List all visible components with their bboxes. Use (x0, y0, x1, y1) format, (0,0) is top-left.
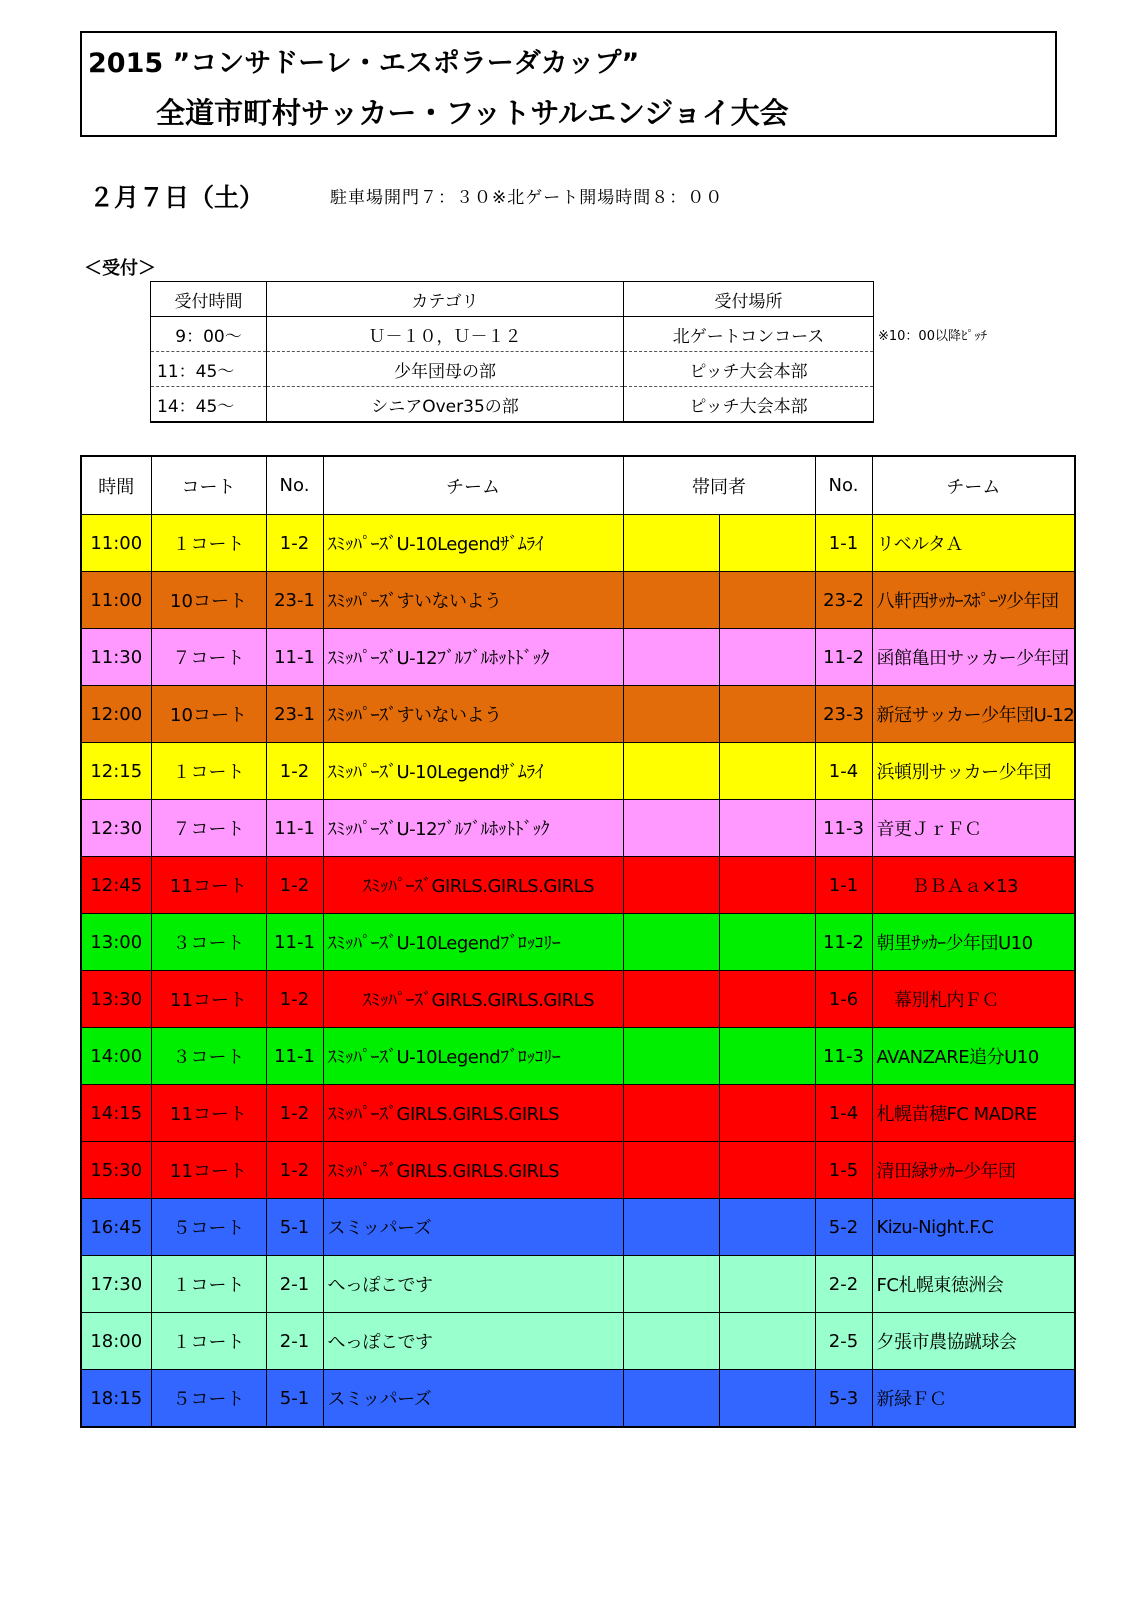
match-court: ３コート (151, 1028, 266, 1085)
reception-row (151, 387, 874, 423)
opponent-no: 23-3 (815, 686, 872, 743)
companion-cell (623, 914, 719, 971)
match-time: 14:15 (81, 1085, 151, 1142)
companion-cell (719, 1256, 815, 1313)
team-name: スミッパーズ (323, 1199, 623, 1256)
opponent-no: 1-4 (815, 743, 872, 800)
reception-category: シニアOver35の部 (267, 387, 624, 423)
match-time: 11:00 (81, 572, 151, 629)
opponent-no: 1-5 (815, 1142, 872, 1199)
companion-cell (623, 971, 719, 1028)
companion-cell (623, 743, 719, 800)
match-time: 18:00 (81, 1313, 151, 1370)
opponent-name: 札幌苗穂FC MADRE (872, 1085, 1075, 1142)
match-court: 11コート (151, 857, 266, 914)
match-court: 11コート (151, 971, 266, 1028)
team-no: 11-1 (266, 1028, 323, 1085)
table-row (81, 629, 1075, 686)
team-no: 1-2 (266, 743, 323, 800)
companion-cell (623, 686, 719, 743)
schedule-table (80, 455, 1076, 1428)
team-name: ｽﾐｯﾊﾟｰｽﾞすいないよう (323, 686, 623, 743)
opponent-no: 11-2 (815, 629, 872, 686)
team-no: 11-1 (266, 629, 323, 686)
team-no: 1-2 (266, 515, 323, 572)
match-court: 11コート (151, 1085, 266, 1142)
header-no2: No. (815, 456, 872, 515)
team-name: ｽﾐｯﾊﾟｰｽﾞすいないよう (323, 572, 623, 629)
match-court: ７コート (151, 800, 266, 857)
companion-cell (719, 1199, 815, 1256)
table-row (81, 572, 1075, 629)
opponent-no: 2-2 (815, 1256, 872, 1313)
reception-place: ピッチ大会本部 (624, 352, 874, 387)
opponent-name: 新冠サッカー少年団U-12 (872, 686, 1075, 743)
team-name: ｽﾐｯﾊﾟｰｽﾞGIRLS.GIRLS.GIRLS (323, 971, 623, 1028)
match-time: 13:00 (81, 914, 151, 971)
match-court: １コート (151, 515, 266, 572)
match-court: 11コート (151, 1142, 266, 1199)
team-no: 23-1 (266, 686, 323, 743)
match-court: １コート (151, 1313, 266, 1370)
match-court: ７コート (151, 629, 266, 686)
reception-label: ＜受付＞ (84, 258, 156, 279)
gate-info: 駐車場開門７：３０※北ゲート開場時間８：００ (330, 188, 724, 208)
companion-cell (623, 572, 719, 629)
team-name: ｽﾐｯﾊﾟｰｽﾞGIRLS.GIRLS.GIRLS (323, 857, 623, 914)
match-time: 17:30 (81, 1256, 151, 1313)
reception-place: ピッチ大会本部 (624, 387, 874, 423)
team-no: 1-2 (266, 857, 323, 914)
match-court: 10コート (151, 572, 266, 629)
opponent-name: 清田緑ｻｯｶｰ少年団 (872, 1142, 1075, 1199)
team-name: へっぽこです (323, 1256, 623, 1313)
reception-header-category: カテゴリ (267, 282, 624, 317)
title-line-2: 全道市町村サッカー・フットサルエンジョイ大会 (156, 96, 789, 130)
title-box (80, 31, 1057, 137)
reception-place: 北ゲートコンコース (624, 317, 874, 352)
match-time: 18:15 (81, 1370, 151, 1428)
opponent-no: 1-1 (815, 515, 872, 572)
team-no: 5-1 (266, 1199, 323, 1256)
header-team: チーム (323, 456, 623, 515)
companion-cell (719, 1085, 815, 1142)
companion-cell (719, 572, 815, 629)
team-name: ｽﾐｯﾊﾟｰｽﾞU-10Legendｻﾞﾑﾗｲ (323, 515, 623, 572)
opponent-no: 11-3 (815, 1028, 872, 1085)
reception-note: ※10：00以降ﾋﾟｯﾁ (878, 329, 987, 344)
companion-cell (623, 1085, 719, 1142)
match-time: 11:30 (81, 629, 151, 686)
table-row (81, 1199, 1075, 1256)
companion-cell (719, 914, 815, 971)
opponent-name: AVANZARE追分U10 (872, 1028, 1075, 1085)
team-name: ｽﾐｯﾊﾟｰｽﾞU-12ﾌﾞﾙﾌﾞﾙﾎｯﾄﾄﾞｯｸ (323, 800, 623, 857)
opponent-no: 11-2 (815, 914, 872, 971)
team-name: ｽﾐｯﾊﾟｰｽﾞGIRLS.GIRLS.GIRLS (323, 1085, 623, 1142)
companion-cell (719, 1142, 815, 1199)
companion-cell (623, 629, 719, 686)
table-row (81, 857, 1075, 914)
table-row (81, 515, 1075, 572)
team-no: 2-1 (266, 1313, 323, 1370)
companion-cell (719, 686, 815, 743)
opponent-no: 23-2 (815, 572, 872, 629)
opponent-name: 八軒西ｻｯｶｰｽﾎﾟｰﾂ少年団 (872, 572, 1075, 629)
match-court: １コート (151, 743, 266, 800)
schedule-header-row (81, 456, 1075, 515)
opponent-name: ＢＢＡａ×13 (872, 857, 1075, 914)
opponent-name: 朝里ｻｯｶｰ少年団U10 (872, 914, 1075, 971)
table-row (81, 1028, 1075, 1085)
match-time: 12:00 (81, 686, 151, 743)
opponent-name: 幕別札内ＦＣ (872, 971, 1075, 1028)
table-row (81, 743, 1075, 800)
header-time: 時間 (81, 456, 151, 515)
companion-cell (719, 1028, 815, 1085)
team-no: 2-1 (266, 1256, 323, 1313)
reception-time: 14：45～ (151, 387, 267, 423)
table-row (81, 914, 1075, 971)
opponent-name: 新緑ＦＣ (872, 1370, 1075, 1428)
table-row (81, 800, 1075, 857)
companion-cell (719, 1370, 815, 1428)
table-row (81, 1142, 1075, 1199)
team-no: 23-1 (266, 572, 323, 629)
companion-cell (719, 800, 815, 857)
opponent-no: 11-3 (815, 800, 872, 857)
table-row (81, 1370, 1075, 1428)
reception-row (151, 352, 874, 387)
companion-cell (719, 971, 815, 1028)
companion-cell (623, 857, 719, 914)
reception-category: 少年団母の部 (267, 352, 624, 387)
team-no: 1-2 (266, 971, 323, 1028)
companion-cell (623, 1199, 719, 1256)
match-court: ３コート (151, 914, 266, 971)
team-name: ｽﾐｯﾊﾟｰｽﾞU-10Legendｻﾞﾑﾗｲ (323, 743, 623, 800)
team-name: ｽﾐｯﾊﾟｰｽﾞGIRLS.GIRLS.GIRLS (323, 1142, 623, 1199)
header-no: No. (266, 456, 323, 515)
opponent-name: リベルタＡ (872, 515, 1075, 572)
match-time: 12:15 (81, 743, 151, 800)
opponent-name: 函館亀田サッカー少年団 (872, 629, 1075, 686)
team-name: スミッパーズ (323, 1370, 623, 1428)
team-no: 5-1 (266, 1370, 323, 1428)
reception-header-place: 受付場所 (624, 282, 874, 317)
match-time: 11:00 (81, 515, 151, 572)
opponent-no: 5-2 (815, 1199, 872, 1256)
table-row (81, 1256, 1075, 1313)
match-time: 15:30 (81, 1142, 151, 1199)
match-court: ５コート (151, 1199, 266, 1256)
team-no: 1-2 (266, 1085, 323, 1142)
opponent-no: 5-3 (815, 1370, 872, 1428)
match-court: ５コート (151, 1370, 266, 1428)
team-name: ｽﾐｯﾊﾟｰｽﾞU-10Legendﾌﾞﾛｯｺﾘｰ (323, 1028, 623, 1085)
table-row (81, 686, 1075, 743)
companion-cell (623, 1256, 719, 1313)
title-line-1: 2015 ”コンサドーレ・エスポラーダカップ” (88, 48, 640, 79)
opponent-name: 夕張市農協蹴球会 (872, 1313, 1075, 1370)
match-time: 13:30 (81, 971, 151, 1028)
reception-category: Ｕ－１０，Ｕ－１２ (267, 317, 624, 352)
table-row (81, 1085, 1075, 1142)
opponent-name: 浜頓別サッカー少年団 (872, 743, 1075, 800)
match-court: １コート (151, 1256, 266, 1313)
companion-cell (623, 800, 719, 857)
companion-cell (719, 629, 815, 686)
header-court: コート (151, 456, 266, 515)
event-date: ２月７日（土） (89, 183, 265, 212)
table-row (81, 1313, 1075, 1370)
team-name: ｽﾐｯﾊﾟｰｽﾞU-10Legendﾌﾞﾛｯｺﾘｰ (323, 914, 623, 971)
reception-time: 11：45～ (151, 352, 267, 387)
match-court: 10コート (151, 686, 266, 743)
companion-cell (623, 515, 719, 572)
team-no: 11-1 (266, 914, 323, 971)
opponent-no: 1-4 (815, 1085, 872, 1142)
companion-cell (623, 1313, 719, 1370)
team-no: 11-1 (266, 800, 323, 857)
opponent-name: 音更ＪｒＦＣ (872, 800, 1075, 857)
table-row (81, 971, 1075, 1028)
opponent-no: 1-6 (815, 971, 872, 1028)
companion-cell (719, 1313, 815, 1370)
reception-time: 9：00～ (151, 317, 267, 352)
companion-cell (719, 743, 815, 800)
companion-cell (719, 515, 815, 572)
companion-cell (623, 1142, 719, 1199)
team-name: ｽﾐｯﾊﾟｰｽﾞU-12ﾌﾞﾙﾌﾞﾙﾎｯﾄﾄﾞｯｸ (323, 629, 623, 686)
match-time: 14:00 (81, 1028, 151, 1085)
opponent-name: FC札幌東徳洲会 (872, 1256, 1075, 1313)
reception-table (150, 281, 874, 423)
reception-row (151, 317, 874, 352)
header-opponent: チーム (872, 456, 1075, 515)
opponent-no: 1-1 (815, 857, 872, 914)
team-no: 1-2 (266, 1142, 323, 1199)
opponent-name: Kizu-Night.F.C (872, 1199, 1075, 1256)
companion-cell (623, 1028, 719, 1085)
match-time: 16:45 (81, 1199, 151, 1256)
team-name: へっぽこです (323, 1313, 623, 1370)
header-companion: 帯同者 (623, 456, 815, 515)
match-time: 12:30 (81, 800, 151, 857)
companion-cell (719, 857, 815, 914)
match-time: 12:45 (81, 857, 151, 914)
reception-header-time: 受付時間 (151, 282, 267, 317)
opponent-no: 2-5 (815, 1313, 872, 1370)
companion-cell (623, 1370, 719, 1428)
